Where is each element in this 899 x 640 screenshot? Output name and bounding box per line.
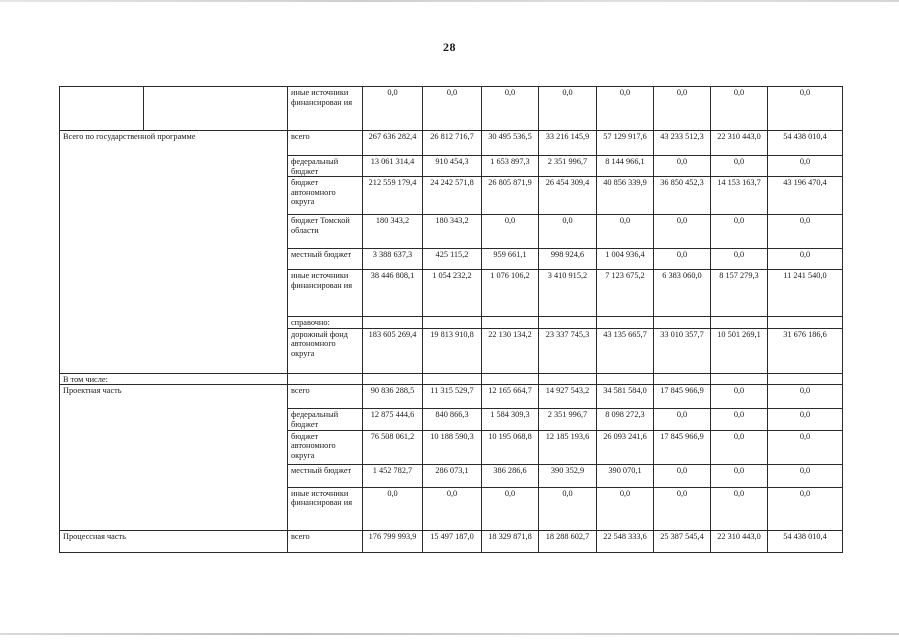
empty-cell [482,373,539,385]
value-cell: 959 661,1 [482,249,539,270]
value-cell: 998 924,6 [539,249,597,270]
value-cell: 6 383 060,0 [654,270,711,317]
value-cell: 183 605 269,4 [363,328,423,373]
project-part-title: Проектная часть [60,385,288,530]
value-cell [768,317,843,329]
value-cell: 1 584 309,3 [482,409,539,430]
value-cell: 25 387 545,4 [654,530,711,552]
table-row [60,530,843,552]
value-cell: 0,0 [768,464,843,487]
value-cell: 54 438 010,4 [768,530,843,552]
value-cell: 12 875 444,6 [363,409,423,430]
source-cell: всего [288,385,363,409]
source-cell: бюджет автономного округа [288,177,363,215]
empty-cell [768,373,843,385]
value-cell: 390 352,9 [539,464,597,487]
empty-cell [423,373,482,385]
in-total-row [60,373,843,385]
source-cell: федеральный бюджет [288,156,363,177]
value-cell: 7 123 675,2 [597,270,654,317]
value-cell: 12 185 193,6 [539,430,597,464]
value-cell: 17 845 966,9 [654,430,711,464]
value-cell: 390 070,1 [597,464,654,487]
value-cell: 13 061 314,4 [363,156,423,177]
value-cell: 43 233 512,3 [654,131,711,156]
value-cell: 54 438 010,4 [768,131,843,156]
source-cell: бюджет Томской области [288,215,363,249]
empty-cell [539,373,597,385]
value-cell: 910 454,3 [423,156,482,177]
value-cell [597,317,654,329]
value-cell: 176 799 993,9 [363,530,423,552]
scan-edge-bottom [0,633,899,635]
value-cell: 0,0 [597,215,654,249]
value-cell: 10 195 068,8 [482,430,539,464]
value-cell: 76 508 061,2 [363,430,423,464]
value-cell: 0,0 [423,487,482,530]
source-cell: справочно: [288,317,363,329]
value-cell: 0,0 [482,487,539,530]
value-cell: 15 497 187,0 [423,530,482,552]
value-cell: 12 165 664,7 [482,385,539,409]
value-cell: 10 188 590,3 [423,430,482,464]
value-cell: 19 813 910,8 [423,328,482,373]
empty-cell [60,87,144,131]
continuation-row [60,87,843,131]
value-cell: 40 856 339,9 [597,177,654,215]
value-cell: 43 196 470,4 [768,177,843,215]
value-cell: 3 410 915,2 [539,270,597,317]
value-cell [363,317,423,329]
value-cell: 0,0 [654,215,711,249]
value-cell: 0,0 [711,215,768,249]
process-part-title: Процессная часть [60,530,288,552]
value-cell: 0,0 [597,87,654,131]
value-cell: 0,0 [597,487,654,530]
value-cell: 386 286,6 [482,464,539,487]
value-cell: 8 157 279,3 [711,270,768,317]
value-cell: 33 010 357,7 [654,328,711,373]
value-cell: 18 329 871,8 [482,530,539,552]
value-cell: 0,0 [363,87,423,131]
value-cell: 2 351 996,7 [539,409,597,430]
value-cell: 30 495 536,5 [482,131,539,156]
value-cell: 2 351 996,7 [539,156,597,177]
source-cell: иные источники финансирован ия [288,87,363,131]
source-cell: дорожный фонд автономного округа [288,328,363,373]
value-cell: 1 653 897,3 [482,156,539,177]
in-total-label: В том числе: [60,373,288,385]
source-cell: местный бюджет [288,249,363,270]
value-cell: 0,0 [711,156,768,177]
value-cell: 33 216 145,9 [539,131,597,156]
value-cell: 57 129 917,6 [597,131,654,156]
value-cell: 17 845 966,9 [654,385,711,409]
value-cell: 0,0 [711,430,768,464]
table-row [60,131,843,156]
source-cell: федеральный бюджет [288,409,363,430]
source-cell: бюджет автономного округа [288,430,363,464]
value-cell: 38 446 808,1 [363,270,423,317]
empty-cell [363,373,423,385]
value-cell: 22 548 333,6 [597,530,654,552]
value-cell: 0,0 [711,87,768,131]
value-cell: 26 454 309,4 [539,177,597,215]
value-cell: 0,0 [363,487,423,530]
value-cell: 0,0 [768,87,843,131]
value-cell: 0,0 [482,87,539,131]
value-cell: 90 836 288,5 [363,385,423,409]
source-cell: всего [288,530,363,552]
value-cell: 0,0 [768,430,843,464]
value-cell: 0,0 [711,464,768,487]
value-cell: 24 242 571,8 [423,177,482,215]
value-cell: 0,0 [654,156,711,177]
empty-cell [711,373,768,385]
value-cell: 1 076 106,2 [482,270,539,317]
value-cell: 1 004 936,4 [597,249,654,270]
source-cell: местный бюджет [288,464,363,487]
value-cell [711,317,768,329]
value-cell: 26 805 871,9 [482,177,539,215]
value-cell: 34 581 584,0 [597,385,654,409]
value-cell: 0,0 [654,409,711,430]
value-cell: 3 388 637,3 [363,249,423,270]
empty-cell [597,373,654,385]
value-cell: 26 812 716,7 [423,131,482,156]
value-cell: 22 310 443,0 [711,530,768,552]
value-cell [482,317,539,329]
value-cell: 1 452 782,7 [363,464,423,487]
value-cell: 43 135 665,7 [597,328,654,373]
value-cell: 0,0 [539,87,597,131]
value-cell: 180 343,2 [363,215,423,249]
value-cell: 180 343,2 [423,215,482,249]
value-cell: 0,0 [711,249,768,270]
value-cell: 0,0 [711,487,768,530]
value-cell: 0,0 [768,215,843,249]
value-cell [423,317,482,329]
value-cell: 22 310 443,0 [711,131,768,156]
value-cell: 8 144 966,1 [597,156,654,177]
value-cell: 0,0 [711,409,768,430]
value-cell: 36 850 452,3 [654,177,711,215]
value-cell: 26 093 241,6 [597,430,654,464]
value-cell [654,317,711,329]
value-cell: 11 315 529,7 [423,385,482,409]
value-cell: 425 115,2 [423,249,482,270]
group-title: Всего по государственной программе [60,131,288,374]
value-cell: 0,0 [539,215,597,249]
budget-table-body [60,87,843,553]
value-cell: 14 153 163,7 [711,177,768,215]
value-cell: 22 130 134,2 [482,328,539,373]
value-cell: 0,0 [768,409,843,430]
source-cell: всего [288,131,363,156]
value-cell: 0,0 [654,249,711,270]
table-row [60,385,843,409]
value-cell: 1 054 232,2 [423,270,482,317]
empty-cell [654,373,711,385]
page-number: 28 [443,40,456,54]
value-cell: 14 927 543,2 [539,385,597,409]
value-cell: 0,0 [768,385,843,409]
value-cell: 18 288 602,7 [539,530,597,552]
empty-cell [288,373,363,385]
value-cell: 840 866,3 [423,409,482,430]
value-cell: 0,0 [654,87,711,131]
value-cell: 8 098 272,3 [597,409,654,430]
value-cell: 0,0 [654,487,711,530]
budget-table [59,86,843,553]
source-cell: иные источники финансирован ия [288,270,363,317]
value-cell: 0,0 [539,487,597,530]
value-cell: 23 337 745,3 [539,328,597,373]
value-cell: 267 636 282,4 [363,131,423,156]
value-cell: 31 676 186,6 [768,328,843,373]
value-cell: 10 501 269,1 [711,328,768,373]
value-cell [539,317,597,329]
empty-cell [144,87,288,131]
value-cell: 11 241 540,0 [768,270,843,317]
scan-edge-top [0,0,899,2]
value-cell: 0,0 [768,249,843,270]
value-cell: 0,0 [768,487,843,530]
value-cell: 212 559 179,4 [363,177,423,215]
source-cell: иные источники финансирован ия [288,487,363,530]
value-cell: 0,0 [654,464,711,487]
value-cell: 0,0 [482,215,539,249]
value-cell: 0,0 [711,385,768,409]
value-cell: 286 073,1 [423,464,482,487]
value-cell: 0,0 [423,87,482,131]
value-cell: 0,0 [768,156,843,177]
